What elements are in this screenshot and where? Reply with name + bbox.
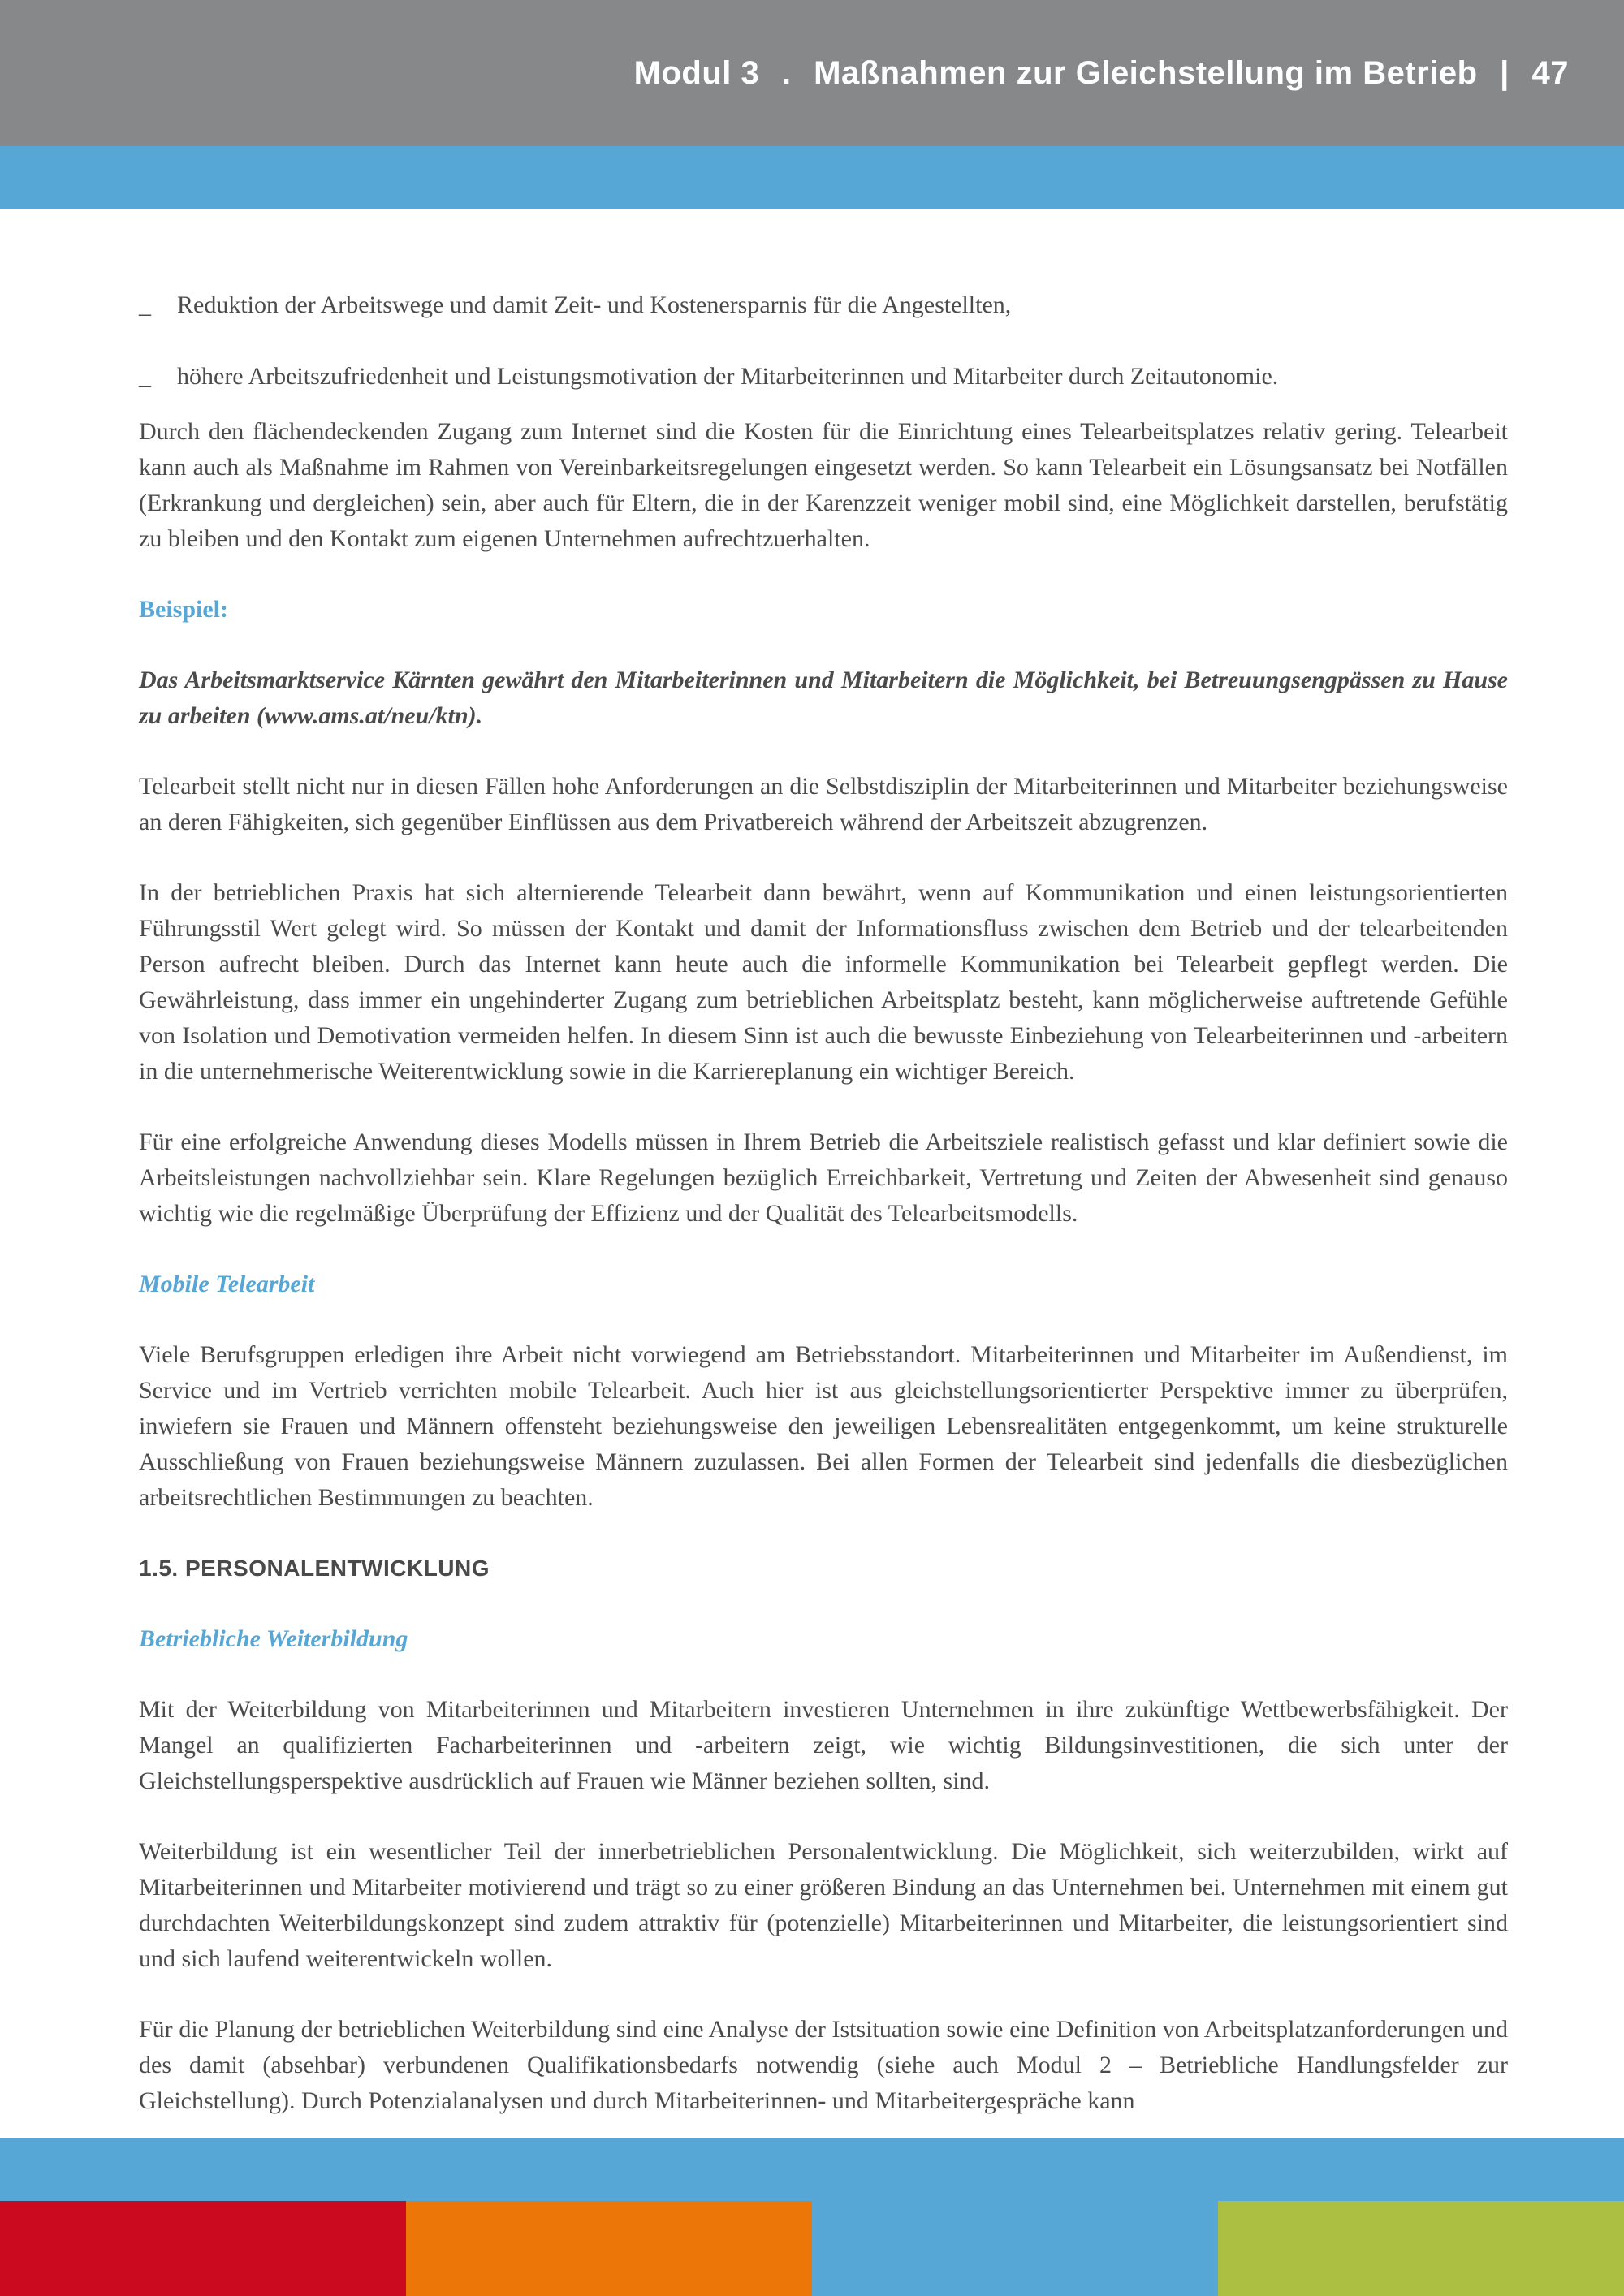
bullet-text: höhere Arbeitszufriedenheit und Leistungsmotivation der Mitarbeiterinnen und Mitarbeiter durch Zeitautonomie. — [177, 363, 1279, 390]
paragraph-weiterbildung-planning: Für die Planung der betrieblichen Weiterbildung sind eine Analyse der Istsituation sowie eine Definition von Arbeitsplatzanforderungen und des damit (absehbar) verbundenen Qualifikationsbedarfs notwendig (siehe auch Modul 2 – Betriebliche Handlungsfelder zur Gleichstellung). Durch Potenzialanalysen und durch Mitarbeiterinnen- und Mitarbeitergespräche kann — [139, 2016, 1508, 2114]
example-label: Beispiel: — [139, 596, 228, 623]
footer-color-strip — [0, 2201, 1624, 2296]
header-accent-band — [0, 146, 1624, 209]
subheading-mobile-telearbeit: Mobile Telearbeit — [139, 1271, 315, 1297]
page-header-title — [634, 55, 1569, 92]
bullet-text: Reduktion der Arbeitswege und damit Zeit- und Kostenersparnis für die Angestellten, — [177, 291, 1012, 318]
paragraph-weiterbildung-part: Weiterbildung ist ein wesentlicher Teil der innerbetrieblichen Personalentwicklung. Die Möglichkeit, sich weiterzubilden, wirkt auf Mitarbeiterinnen und Mitarbeiter motivierend und trägt so zu einer größeren Bindung an das Unternehmen bei. Unternehmen mit einem gut durchdachten Weiterbildungskonzept sind zudem attraktiv für (potenzielle) Mitarbeiterinnen und Mitarbeiter, die leistungsorientiert sind und sich laufend weiterentwickeln wollen. — [139, 1838, 1508, 1972]
footer-orange-block — [406, 2201, 812, 2296]
list-item — [139, 287, 1508, 323]
subheading-weiterbildung: Betriebliche Weiterbildung — [139, 1625, 408, 1652]
footer-accent-band — [0, 2138, 1624, 2201]
footer-green-block — [1218, 2201, 1624, 2296]
section-heading-personalentwicklung: 1.5. PERSONALENTWICKLUNG — [139, 1556, 490, 1581]
footer-red-block — [0, 2201, 406, 2296]
module-label: Modul 3 — [633, 55, 760, 91]
bullet-marker: _ — [139, 363, 151, 390]
example-text: Das Arbeitsmarktservice Kärnten gewährt den Mitarbeiterinnen und Mitarbeitern die Möglichkeit, bei Betreuungsengpässen zu Hause zu arbeiten (www.ams.at/neu/ktn). — [139, 667, 1508, 729]
header-divider: | — [1500, 55, 1510, 91]
module-dot: . — [781, 55, 792, 91]
list-item — [139, 359, 1508, 395]
page-number: 47 — [1531, 55, 1569, 91]
footer-blue-block — [812, 2201, 1218, 2296]
paragraph-practice: In der betrieblichen Praxis hat sich alternierende Telearbeit dann bewährt, wenn auf Kommunikation und einen leistungsorientierten Führungsstil Wert gelegt wird. So müssen der Kontakt und damit der Informationsfluss zwischen dem Betrieb und der telearbeitenden Person aufrecht bleiben. Durch das Internet kann heute auch die informelle Kommunikation bei Telearbeit gepflegt werden. Die Gewährleistung, dass immer ein ungehinderter Zugang zum betrieblichen Arbeitsplatz besteht, kann möglicherweise auftretende Gefühle von Isolation und Demotivation vermeiden helfen. In diesem Sinn ist auch die bewusste Einbeziehung von Telearbeiterinnen und -arbeitern in die unternehmerische Weiterentwicklung sowie in die Karriereplanung ein wichtiger Bereich. — [139, 879, 1508, 1085]
chapter-title: Maßnahmen zur Gleichstellung im Betrieb — [814, 55, 1478, 91]
paragraph-internet-costs: Durch den flächendeckenden Zugang zum Internet sind die Kosten für die Einrichtung eines Telearbeitsplatzes relativ gering. Telearbeit kann auch als Maßnahme im Rahmen von Vereinbarkeitsregelungen eingesetzt werden. So kann Telearbeit ein Lösungsansatz bei Notfällen (Erkrankung und dergleichen) sein, aber auch für Eltern, die in der Karenzzeit weniger mobil sind, eine Möglichkeit darstellen, berufstätig zu bleiben und den Kontakt zum eigenen Unternehmen aufrechtzuerhalten. — [139, 418, 1508, 552]
paragraph-weiterbildung-invest: Mit der Weiterbildung von Mitarbeiterinnen und Mitarbeitern investieren Unternehmen in ihre zukünftige Wettbewerbsfähigkeit. Der Mangel an qualifizierten Facharbeiterinnen und -arbeitern zeigt, wie wichtig Bildungsinvestitionen, die sich unter der Gleichstellungsperspektive ausdrücklich auf Frauen wie Männer beziehen sollten, sind. — [139, 1696, 1508, 1794]
paragraph-mobile-telearbeit: Viele Berufsgruppen erledigen ihre Arbeit nicht vorwiegend am Betriebsstandort. Mitarbeiterinnen und Mitarbeiter im Außendienst, im Service und im Vertrieb verrichten mobile Telearbeit. Auch hier ist aus gleichstellungsorientierter Perspektive immer zu überprüfen, inwiefern sie Frauen und Männern offensteht beziehungsweise den jeweiligen Lebensrealitäten entgegenkommt, um keine strukturelle Ausschließung von Frauen beziehungsweise Männern zuzulassen. Bei allen Formen der Telearbeit sind jedenfalls die diesbezüglichen arbeitsrechtlichen Bestimmungen zu beachten. — [139, 1341, 1508, 1511]
paragraph-model-success: Für eine erfolgreiche Anwendung dieses Modells müssen in Ihrem Betrieb die Arbeitsziele realistisch gefasst und klar definiert sowie die Arbeitsleistungen nachvollziehbar sein. Klare Regelungen bezüglich Erreichbarkeit, Vertretung und Zeiten der Abwesenheit sind genauso wichtig wie die regelmäßige Überprüfung der Effizienz und der Qualität des Telearbeitsmodells. — [139, 1129, 1508, 1227]
paragraph-self-discipline: Telearbeit stellt nicht nur in diesen Fällen hohe Anforderungen an die Selbstdisziplin der Mitarbeiterinnen und Mitarbeiter beziehungsweise an deren Fähigkeiten, sich gegenüber Einflüssen aus dem Privatbereich während der Arbeitszeit abzugrenzen. — [139, 773, 1508, 835]
page-body — [139, 287, 1508, 2154]
bullet-marker: _ — [139, 291, 151, 318]
